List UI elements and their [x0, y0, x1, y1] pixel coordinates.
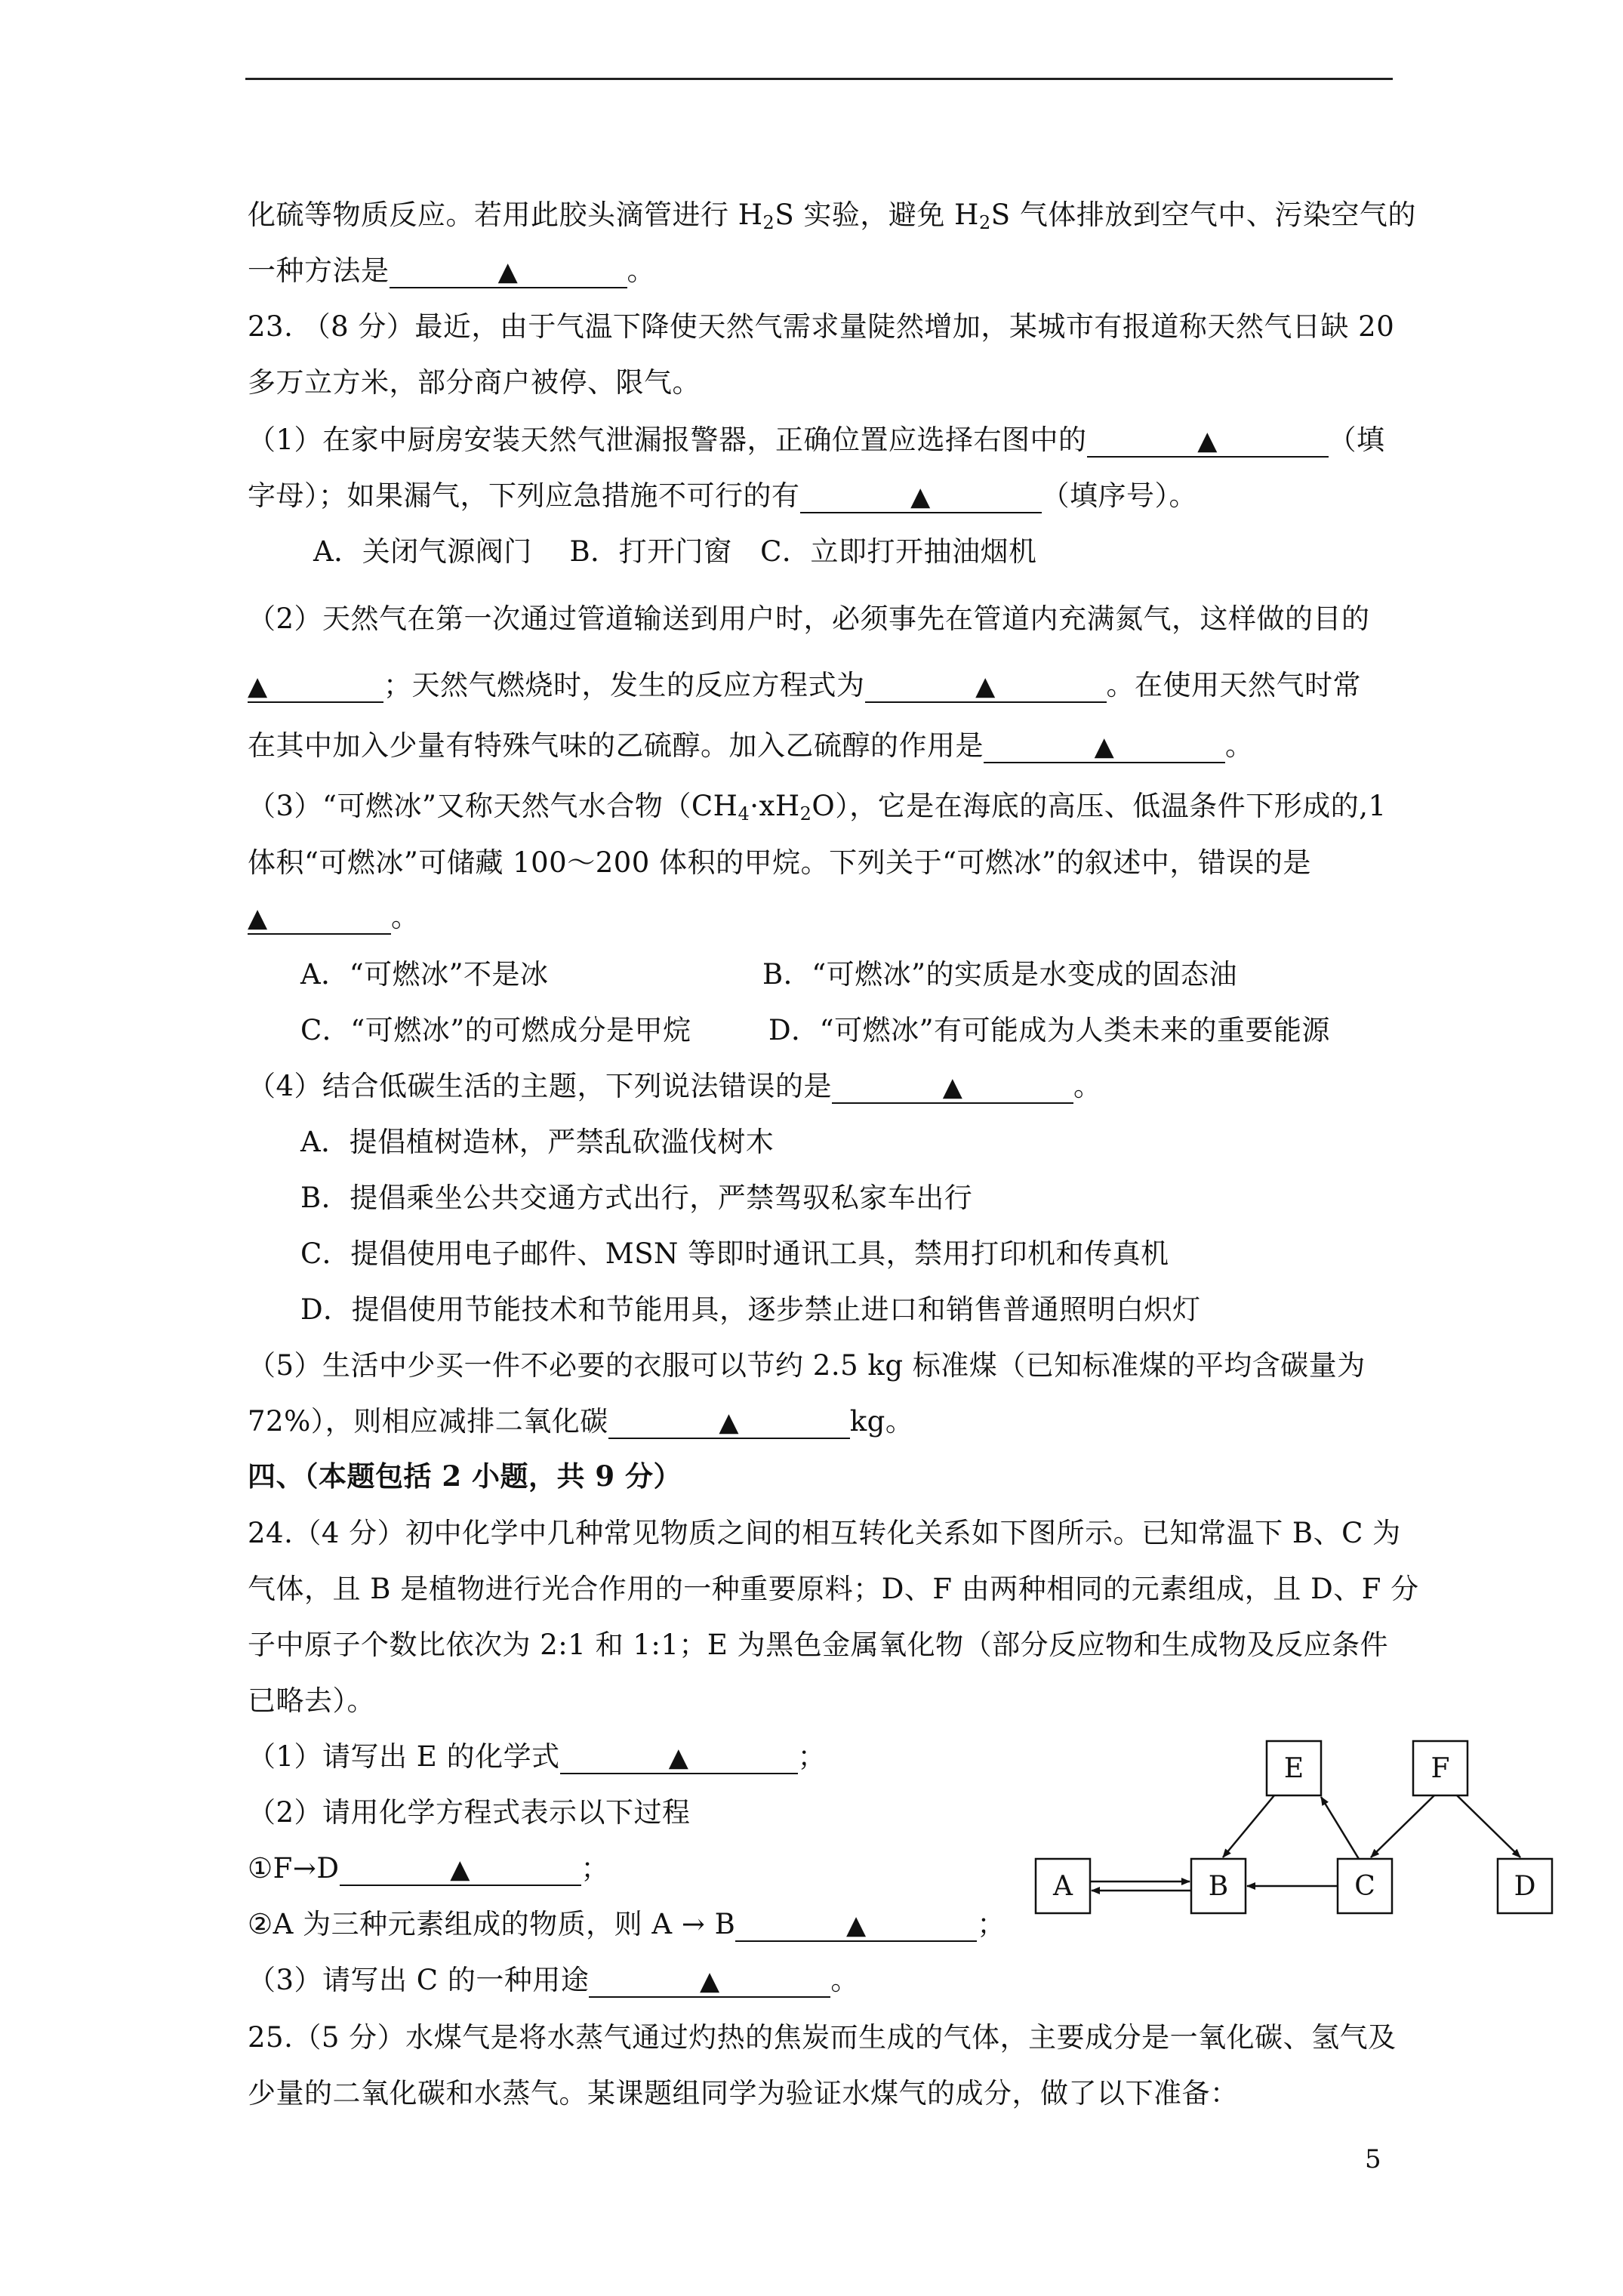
option-d: D．提倡使用节能技术和节能用具，逐步禁止进口和销售普通照明白炽灯 — [300, 1293, 1201, 1326]
question-25-intro: 25.（5 分）水煤气是将水蒸气通过灼热的焦炭而生成的气体，主要成分是一氧化碳、氢气及 — [248, 2021, 1397, 2054]
text-line: 化硫等物质反应。若用此胶头滴管进行 $H_2S$ 实验，避免 $H_2S$ 气体排放到空气中、污染空气的 — [248, 199, 1416, 233]
text-line: 体积“可燃冰”可储藏 100～200 体积的甲烷。下列关于“可燃冰”的叙述中，错误的是 — [248, 846, 1311, 879]
svg-text:C: C — [1354, 1871, 1375, 1902]
text-line: （3）请写出 C 的一种用途 ▲ 。 — [248, 1964, 859, 1996]
header-rule — [245, 78, 1393, 80]
text-line: （1）请写出 E 的化学式 ▲ ； — [248, 1740, 827, 1773]
text-line: 字母）；如果漏气，下列应急措施不可行的有 ▲ （填序号）。 — [248, 479, 1197, 512]
svg-text:F: F — [1431, 1753, 1450, 1784]
text-line: 一种方法是 ▲ 。 — [248, 254, 655, 287]
node-a — [1036, 1859, 1090, 1913]
option-a: A．提倡植树造林，严禁乱砍滥伐树木 — [300, 1126, 775, 1158]
text-line: 子中原子个数比依次为 2:1 和 1:1；E 为黑色金属氧化物（部分反应物和生成物及反应条件 — [248, 1629, 1389, 1661]
node-e — [1267, 1741, 1321, 1795]
text-line: 72%），则相应减排二氧化碳 ▲ kg。 — [248, 1405, 914, 1438]
arrow-c-to-e — [1321, 1797, 1359, 1859]
page-number: 5 — [1365, 2144, 1381, 2174]
option-b: B．“可燃冰”的实质是水变成的固态油 — [762, 958, 1238, 991]
node-c — [1338, 1859, 1392, 1913]
svg-text:E: E — [1283, 1753, 1304, 1784]
text-line: 气体，且 B 是植物进行光合作用的一种重要原料；D、F 由两种相同的元素组成，且 D、F 分 — [248, 1573, 1419, 1605]
text-line: ①F→D ▲ ； — [248, 1852, 610, 1885]
text-line: ▲ ；天然气燃烧时，发生的反应方程式为 ▲ 。在使用天然气时常 — [248, 669, 1361, 701]
conversion-diagram — [1034, 1729, 1563, 1955]
answer-blank[interactable]: ▲ — [340, 1854, 581, 1886]
options-line: A．关闭气源阀门 B．打开门窗 C．立即打开抽油烟机 — [313, 535, 1037, 568]
text-line: （4）结合低碳生活的主题，下列说法错误的是 ▲ 。 — [248, 1070, 1102, 1102]
question-24-intro: 24.（4 分）初中化学中几种常见物质之间的相互转化关系如下图所示。已知常温下 B、C 为 — [248, 1517, 1401, 1549]
answer-blank[interactable]: ▲ — [735, 1910, 977, 1942]
text-line: （3）“可燃冰”又称天然气水合物$(CH_4\cdot xH_2O)$，它是在海底的高压、低温条件下形成的,1 — [248, 790, 1387, 824]
answer-blank[interactable]: ▲ — [984, 732, 1225, 763]
node-f — [1413, 1741, 1467, 1795]
answer-blank[interactable]: ▲ — [832, 1072, 1073, 1104]
text-line: ②A 为三种元素组成的物质，则 A → B ▲ ； — [248, 1908, 1006, 1940]
option-b: B．提倡乘坐公共交通方式出行，严禁驾驭私家车出行 — [300, 1182, 973, 1214]
option-a: A．“可燃冰”不是冰 — [300, 958, 549, 991]
arrow-e-to-b — [1223, 1795, 1274, 1857]
answer-blank[interactable]: ▲ — [248, 903, 391, 935]
answer-blank[interactable]: ▲ — [1087, 426, 1329, 458]
answer-blank[interactable]: ▲ — [589, 1966, 830, 1998]
svg-text:D: D — [1514, 1871, 1536, 1902]
text-line: （5）生活中少买一件不必要的衣服可以节约 2.5 kg 标准煤（已知标准煤的平均含碳量为 — [248, 1349, 1366, 1382]
answer-blank[interactable]: ▲ — [390, 257, 627, 288]
section-heading: 四、（本题包括 2 小题，共 9 分） — [248, 1459, 682, 1493]
answer-blank[interactable]: ▲ — [800, 482, 1042, 513]
text-line: ▲ 。 — [248, 901, 420, 933]
text-line: 少量的二氧化碳和水蒸气。某课题组同学为验证水煤气的成分，做了以下准备： — [248, 2077, 1239, 2110]
option-c: C．“可燃冰”的可燃成分是甲烷 — [300, 1014, 691, 1046]
answer-blank[interactable]: ▲ — [865, 671, 1107, 703]
text-line: 多万立方米，部分商户被停、限气。 — [248, 366, 701, 399]
text-line: 在其中加入少量有特殊气味的乙硫醇。加入乙硫醇的作用是 ▲ 。 — [248, 729, 1254, 762]
arrow-f-to-c — [1371, 1795, 1434, 1857]
svg-text:B: B — [1208, 1871, 1229, 1902]
answer-blank[interactable]: ▲ — [248, 671, 383, 703]
text-line: （1）在家中厨房安装天然气泄漏报警器，正确位置应选择右图中的 ▲ （填 — [248, 424, 1385, 456]
answer-blank[interactable]: ▲ — [608, 1407, 850, 1439]
option-d: D．“可燃冰”有可能成为人类未来的重要能源 — [768, 1014, 1330, 1046]
node-d — [1498, 1859, 1552, 1913]
text-line: （2）请用化学方程式表示以下过程 — [248, 1796, 691, 1829]
answer-blank[interactable]: ▲ — [560, 1743, 798, 1774]
arrow-f-to-d — [1457, 1795, 1520, 1857]
question-23-intro: 23. （8 分）最近，由于气温下降使天然气需求量陡然增加，某城市有报道称天然气日缺 20 — [248, 310, 1395, 343]
svg-text:A: A — [1053, 1871, 1073, 1902]
text-line: （2）天然气在第一次通过管道输送到用户时，必须事先在管道内充满氮气，这样做的目的 — [248, 603, 1370, 635]
node-b — [1191, 1859, 1246, 1913]
text-line: 已略去）。 — [248, 1684, 375, 1717]
option-c: C．提倡使用电子邮件、MSN 等即时通讯工具，禁用打印机和传真机 — [300, 1237, 1169, 1270]
